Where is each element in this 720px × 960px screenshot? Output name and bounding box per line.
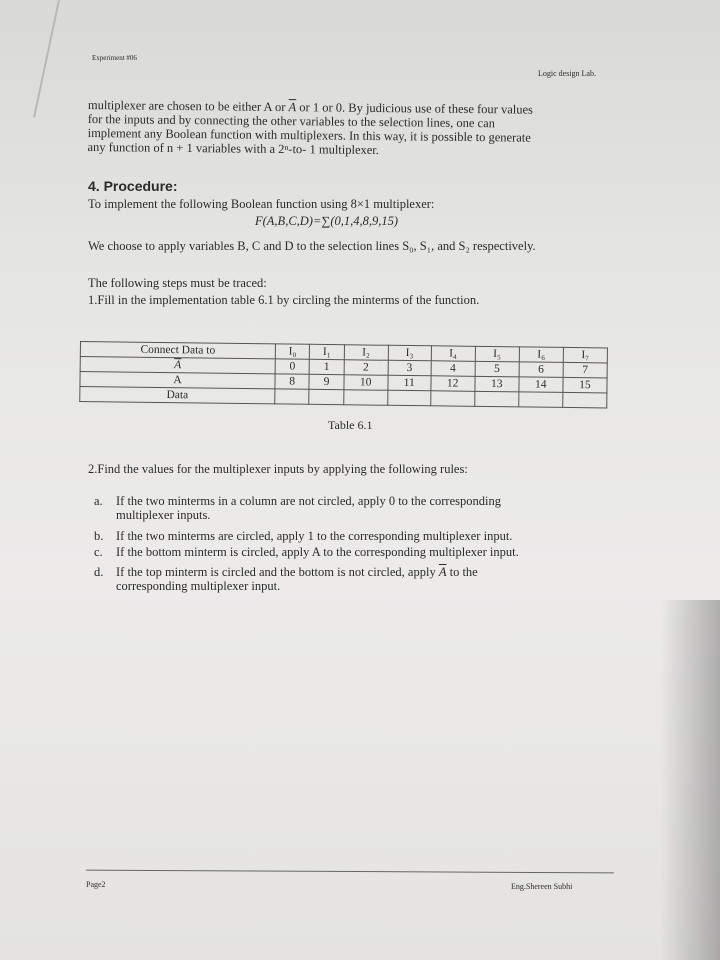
minterm-cell: 5 — [475, 361, 519, 377]
paper-fold-line — [33, 0, 60, 118]
row-label-a: A — [80, 372, 275, 389]
rule-c-marker: c. — [94, 545, 103, 559]
input-i4: I₄ — [431, 346, 475, 362]
intro-line-1: multiplexer are chosen to be either A or $\overline{A}$ or 1 or 0. By judicious use of these four values — [87, 98, 534, 117]
minterm-cell: 1 — [309, 359, 343, 374]
data-cell — [519, 392, 563, 408]
author-name: Eng.Shereen Subhi — [511, 882, 573, 891]
data-cell — [343, 390, 387, 406]
minterm-cell: 6 — [519, 362, 563, 378]
data-cell — [387, 390, 430, 406]
experiment-header: Experiment #06 — [92, 54, 137, 62]
table-header-label: Connect Data to — [80, 342, 275, 359]
minterm-cell: 3 — [388, 360, 431, 376]
minterm-cell: 12 — [431, 376, 475, 392]
input-i0: I₀ — [275, 344, 309, 359]
row-label-a-bar: $\overline{A}$ — [80, 357, 275, 374]
implementation-table — [79, 341, 608, 408]
minterm-cell: 10 — [344, 375, 388, 391]
rule-b — [94, 529, 576, 543]
rule-d-line-1: If the top minterm is circled and the bottom is not circled, apply $\overline{A}$ to the — [116, 565, 478, 579]
rule-c-text: If the bottom minterm is circled, apply A to the corresponding multiplexer input. — [116, 545, 519, 559]
page-shadow — [660, 600, 720, 960]
input-i2: I₂ — [344, 345, 388, 361]
minterm-cell: 8 — [275, 374, 309, 389]
a-bar-symbol: $\overline{A}$ — [288, 100, 297, 115]
input-i1: I₁ — [310, 344, 344, 359]
boolean-formula: F(A,B,C,D)=∑(0,1,4,8,9,15) — [255, 214, 399, 228]
procedure-line-4: 1.Fill in the implementation table 6.1 by circling the minterms of the function. — [88, 293, 480, 307]
minterm-cell: 11 — [388, 375, 431, 391]
intro-line-4: any function of n + 1 variables with a 2ⁿ-to- 1 multiplexer. — [87, 139, 380, 158]
intro-line-3: implement any Boolean function with multiplexers. In this way, it is possible to generate — [87, 125, 531, 145]
data-cell — [430, 391, 474, 407]
minterm-cell: 2 — [344, 360, 388, 376]
rules-title: 2.Find the values for the multiplexer inputs by applying the following rules: — [88, 462, 468, 476]
procedure-title: 4. Procedure: — [88, 178, 178, 194]
input-i5: I₅ — [475, 346, 519, 362]
rule-d-line-2: corresponding multiplexer input. — [116, 579, 281, 593]
page-number: Page2 — [86, 880, 106, 889]
procedure-line-1: To implement the following Boolean function using 8×1 multiplexer: — [88, 197, 435, 211]
minterm-cell: 0 — [275, 359, 309, 374]
a-bar-symbol: $\overline{A}$ — [438, 565, 447, 579]
rule-a-line-1: If the two minterms in a column are not circled, apply 0 to the corresponding — [116, 494, 501, 508]
lab-header: Logic design Lab. — [538, 69, 596, 78]
data-cell — [275, 389, 309, 404]
minterm-cell: 13 — [475, 376, 519, 392]
minterm-cell: 9 — [309, 374, 343, 389]
minterm-cell: 15 — [563, 377, 607, 393]
rule-c — [94, 545, 576, 559]
minterm-cell: 14 — [519, 377, 563, 393]
rule-d-marker: d. — [94, 565, 104, 579]
row-label-data: Data — [80, 387, 275, 404]
rule-a — [94, 494, 576, 522]
data-cell — [474, 391, 518, 407]
minterm-cell: 7 — [563, 362, 607, 378]
footer-divider — [86, 870, 614, 874]
rule-a-line-2: multiplexer inputs. — [116, 508, 211, 522]
intro-line-2: for the inputs and by connecting the other variables to the selection lines, one can — [87, 111, 496, 131]
input-i7: I₇ — [563, 347, 607, 363]
procedure-line-2: We choose to apply variables B, C and D to the selection lines S₀, S₁, and S₂ respectively. — [88, 239, 536, 253]
table-caption: Table 6.1 — [328, 418, 373, 432]
rule-d — [94, 565, 576, 593]
rule-a-marker: a. — [94, 494, 103, 508]
input-i6: I₆ — [519, 347, 563, 363]
data-cell — [563, 392, 607, 408]
intro-paragraph — [87, 98, 616, 160]
rule-b-marker: b. — [94, 529, 104, 543]
minterm-cell: 4 — [431, 361, 475, 377]
input-i3: I₃ — [388, 345, 431, 361]
procedure-line-3: The following steps must be traced: — [88, 276, 267, 290]
rule-b-text: If the two minterms are circled, apply 1 to the corresponding multiplexer input. — [116, 529, 513, 543]
data-cell — [309, 389, 343, 404]
